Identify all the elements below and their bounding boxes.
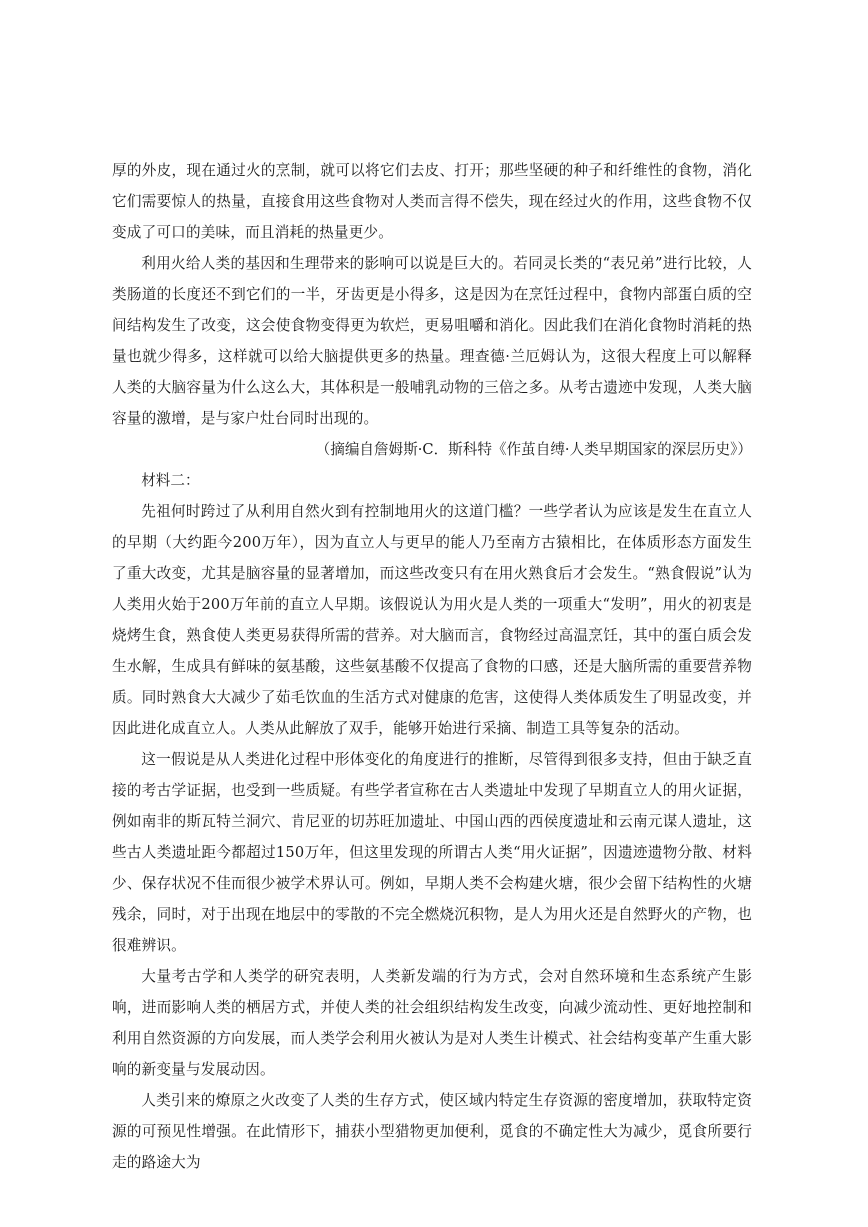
paragraph-research-findings: 大量考古学和人类学的研究表明，人类新发端的行为方式，会对自然环境和生态系统产生影响，进而影响人类的栖居方式，并使人类的社会组织结构发生改变，向减少流动性、更好地控制和利用自然资源的方向发展，而人类学会利用火被认为是对人类生计模式、社会结构变革产生重大影响的新变量与发展动因。 bbox=[112, 968, 752, 1078]
paragraph-continuation: 厚的外皮，现在通过火的烹制，就可以将它们去皮、打开；那些坚硬的种子和纤维性的食物，消化它们需要惊人的热量，直接食用这些食物对人类而言得不偿失，现在经过火的作用，这些食物不仅变成了可口的美味，而且消耗的热量更少。 bbox=[112, 162, 752, 241]
paragraph-wildfire-impact: 人类引来的燎原之火改变了人类的生存方式，使区域内特定生存资源的密度增加，获取特定资源的可预见性增强。在此情形下，捕获小型猎物更加便利，觅食的不确定性大为减少，觅食所要行走的路途大为 bbox=[112, 1092, 752, 1171]
paragraph-evidence-doubts: 这一假说是从人类进化过程中形体变化的角度进行的推断，尽管得到很多支持，但由于缺乏直接的考古学证据，也受到一些质疑。有些学者宣称在古人类遗址中发现了早期直立人的用火证据，例如南非的斯瓦特兰洞穴、肯尼亚的切苏旺加遗址、中国山西的西侯度遗址和云南元谋人遗址，这些古人类遗址距今都超过150万年，但这里发现的所谓古人类“用火证据”，因遗迹遗物分散、材料少、保存状况不佳而很少被学术界认可。例如，早期人类不会构建火塘，很少会留下结构性的火塘残余，同时，对于出现在地层中的零散的不完全燃烧沉积物，是人为用火还是自然野火的产物，也很难辨识。 bbox=[112, 751, 752, 954]
document-page bbox=[112, 155, 752, 1178]
paragraph-cooking-hypothesis: 先祖何时跨过了从利用自然火到有控制地用火的这道门槛？一些学者认为应该是发生在直立人的早期（大约距今200万年），因为直立人与更早的能人乃至南方古猿相比，在体质形态方面发生了重大改变，尤其是脑容量的显著增加，而这些改变只有在用火熟食后才会发生。“熟食假说”认为人类用火始于200万年前的直立人早期。该假说认为用火是人类的一项重大“发明”，用火的初衷是烧烤生食，熟食使人类更易获得所需的营养。对大脑而言，食物经过高温烹饪，其中的蛋白质会发生水解，生成具有鲜味的氨基酸，这些氨基酸不仅提高了食物的口感，还是大脑所需的重要营养物质。同时熟食大大减少了茹毛饮血的生活方式对健康的危害，这使得人类体质发生了明显改变，并因此进化成直立人。人类从此解放了双手，能够开始进行采摘、制造工具等复杂的活动。 bbox=[112, 503, 752, 737]
material-two-label: 材料二： bbox=[141, 472, 200, 489]
source-citation: （摘编自詹姆斯·C．斯科特《作茧自缚·人类早期国家的深层历史》） bbox=[315, 441, 752, 458]
paragraph-fire-effects: 利用火给人类的基因和生理带来的影响可以说是巨大的。若同灵长类的“表兄弟”进行比较，人类肠道的长度还不到它们的一半，牙齿更是小得多，这是因为在烹饪过程中，食物内部蛋白质的空间结构发生了改变，这会使食物变得更为软烂，更易咀嚼和消化。因此我们在消化食物时消耗的热量也就少得多，这样就可以给大脑提供更多的热量。理查德·兰厄姆认为，这很大程度上可以解释人类的大脑容量为什么这么大，其体积是一般哺乳动物的三倍之多。从考古遗迹中发现，人类大脑容量的激增，是与家户灶台同时出现的。 bbox=[112, 255, 752, 427]
